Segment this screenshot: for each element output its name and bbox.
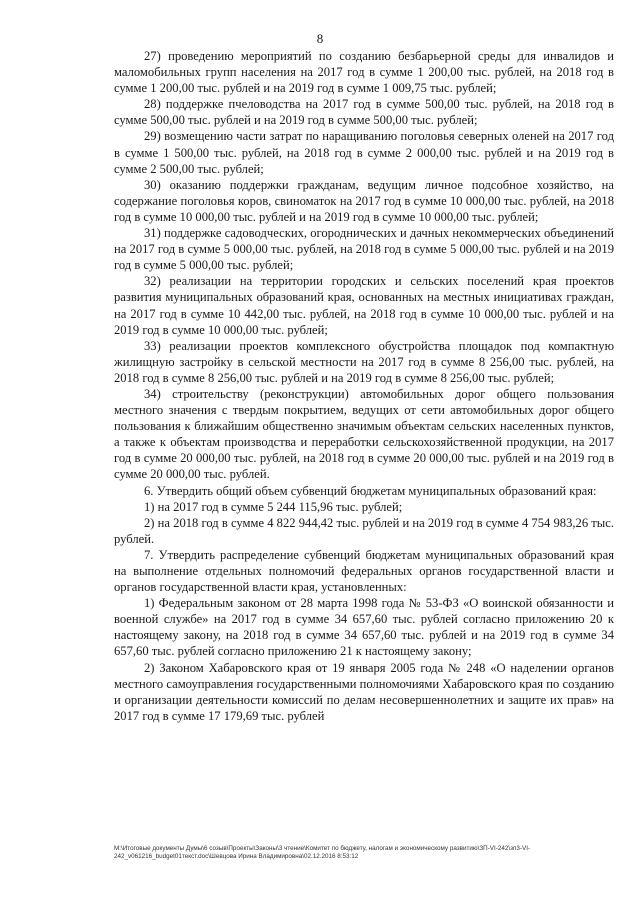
paragraph-item-28: 28) поддержке пчеловодства на 2017 год в сумме 500,00 тыс. рублей, на 2018 год в сумме 500,00 тыс. рублей и на 2019 год в сумме 500,00 тыс. рублей; [114, 97, 614, 128]
paragraph-item-30: 30) оказанию поддержки гражданам, ведущим личное подсобное хозяйство, на содержание поголовья коров, свиноматок на 2017 год в сумме 10 000,00 тыс. рублей, на 2018 год в сумме 10 000,00 тыс. рублей и на 2019 год в сумме 10 000,00 тыс. рублей; [114, 177, 614, 224]
paragraph-section-6: 6. Утвердить общий объем субвенций бюджетам муниципальных образований края: [144, 483, 597, 498]
paragraph-item-33: 33) реализации проектов комплексного обустройства площадок под компактную жилищную застройку в сельской местности на 2017 год в сумме 8 256,00 тыс. рублей, на 2018 год в сумме 8 256,00 тыс. рублей и на 2019 год в сумме 8 256,00 тыс. рублей; [114, 338, 614, 385]
paragraph-section-6-item-1: 1) на 2017 год в сумме 5 244 115,96 тыс. рублей; [144, 499, 403, 514]
paragraph-section-6-item-2: 2) на 2018 год в сумме 4 822 944,42 тыс. рублей и на 2019 год в сумме 4 754 983,26 тыс. рублей. [114, 515, 614, 546]
file-path-footer: М:\Итоговые документы Думы\6 созыв\Проекты\Законы\3 чтение\Комитет по бюджету, налогам и экономическому развитию\ЗП-VI-242\зп3-VI-242_v061216_budget01текст.doc\Шевцова Ирина Владимировна\02.12.2016 8:53:12 [114, 845, 531, 860]
paragraph-section-7: 7. Утвердить распределение субвенций бюджетам муниципальных образований края на выполнение отдельных полномочий федеральных органов государственной власти и органов государственной власти края, установленных: [114, 547, 614, 595]
document-body [114, 48, 614, 724]
paragraph-section-7-item-2: 2) Законом Хабаровского края от 19 января 2005 года № 248 «О наделении органов местного самоуправления государственными полномочиями Хабаровского края по созданию и организации деятельности комиссий по делам несовершеннолетних и защите их прав» на 2017 год в сумме 17 179,69 тыс. рублей [114, 660, 614, 723]
paragraph-item-29: 29) возмещению части затрат по наращиванию поголовья северных оленей на 2017 год в сумме 1 500,00 тыс. рублей, на 2018 год в сумме 2 000,00 тыс. рублей и на 2019 год в сумме 2 500,00 тыс. рублей; [114, 129, 614, 176]
paragraph-item-34: 34) строительству (реконструкции) автомобильных дорог общего пользования местного значения с твердым покрытием, ведущих от сети автомобильных дорог общего пользования к ближайшим общественно значимым объектам сельских населенных пунктов, а также к объектам производства и переработки сельскохозяйственной продукции, на 2017 год в сумме 20 000,00 тыс. рублей, на 2018 год в сумме 20 000,00 тыс. рублей и на 2019 год в сумме 20 000,00 тыс. рублей. [114, 386, 614, 482]
paragraph-item-27: 27) проведению мероприятий по созданию безбарьерной среды для инвалидов и маломобильных групп населения на 2017 год в сумме 1 200,00 тыс. рублей, на 2018 год в сумме 1 200,00 тыс. рублей и на 2019 год в сумме 1 009,75 тыс. рублей; [114, 49, 614, 96]
paragraph-section-7-item-1: 1) Федеральным законом от 28 марта 1998 года № 53-ФЗ «О воинской обязанности и военной службе» на 2017 год в сумме 34 657,60 тыс. рублей согласно приложению 20 к настоящему закону, на 2018 год в сумме 34 657,60 тыс. рублей и на 2019 год в сумме 34 657,60 тыс. рублей согласно приложению 21 к настоящему закону; [114, 596, 614, 659]
page-number: 8 [316, 31, 324, 46]
paragraph-item-31: 31) поддержке садоводческих, огороднических и дачных некоммерческих объединений на 2017 год в сумме 5 000,00 тыс. рублей, на 2018 год в сумме 5 000,00 тыс. рублей и на 2019 год в сумме 5 000,00 тыс. рублей; [114, 226, 614, 273]
paragraph-item-32: 32) реализации на территории городских и сельских поселений края проектов развития муниципальных образований края, основанных на местных инициативах граждан, на 2017 год в сумме 10 442,00 тыс. рублей, на 2018 год в сумме 10 000,00 тыс. рублей и на 2019 год в сумме 10 000,00 тыс. рублей; [114, 274, 614, 337]
